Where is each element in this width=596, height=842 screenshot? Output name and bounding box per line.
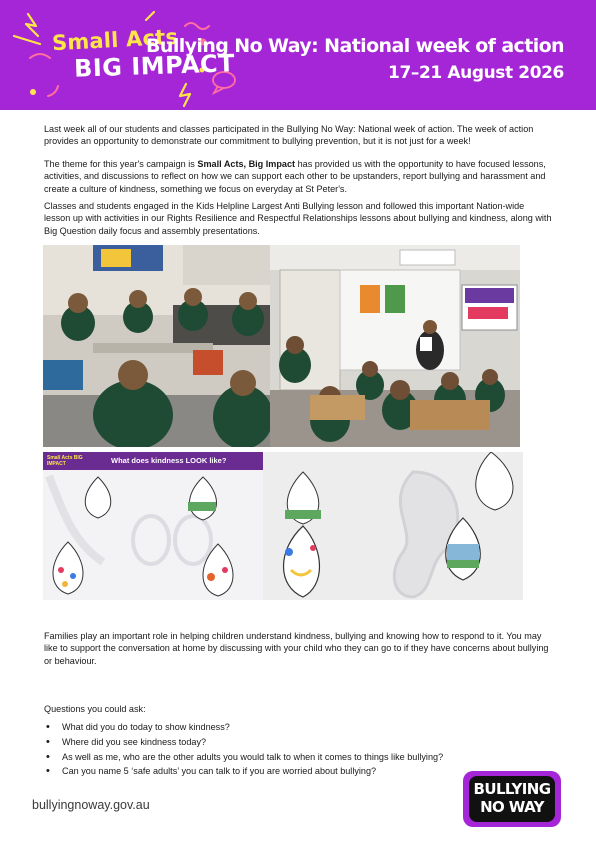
intro-paragraph-1: Last week all of our students and classes participated in the Bullying No Way: National week of action. The week of action provides an opportunity to demonstrate our commitment to bullying prevention, but it is not just for a week! xyxy=(44,124,534,147)
photo-kindness-worksheet xyxy=(43,452,263,600)
logo-big-impact: BIG IMPACT xyxy=(73,49,236,83)
header-banner xyxy=(0,0,596,110)
intro-paragraph-3: Classes and students engaged in the Kids Helpline Largest Anti Bullying lesson and followed this important Nation-wide lesson up with activities in our Rights Resilience and Respectful Relationships lessons about bullying and kindness, along with Big Question daily focus and assembly presentations. xyxy=(44,201,552,236)
logo-line-2: NO WAY xyxy=(480,798,544,816)
photo-classroom-students xyxy=(43,245,270,447)
bullying-no-way-logo xyxy=(463,771,561,827)
logo-badge-inner xyxy=(469,776,555,822)
list-item: • What did you do today to show kindness? xyxy=(44,721,564,733)
intro-p2-text: The theme for this year's campaign is xyxy=(44,159,198,169)
list-item: • Where did you see kindness today? xyxy=(44,736,564,748)
banner-title: Bullying No Way: National week of action xyxy=(146,35,564,57)
logo-line-1: BULLYING xyxy=(473,780,551,798)
footer-url[interactable]: bullyingnoway.gov.au xyxy=(32,798,150,812)
questions-label: Questions you could ask: xyxy=(44,704,146,714)
list-item: • As well as me, who are the other adults you would talk to when it comes to things like bullying? xyxy=(44,751,564,763)
banner-date: 17–21 August 2026 xyxy=(388,63,564,83)
photo-lesson-presentation xyxy=(270,245,520,447)
worksheet-banner-title: What does kindness LOOK like? xyxy=(111,456,227,465)
logo-small-acts: Small Acts xyxy=(51,24,179,56)
theme-highlight: Small Acts, Big Impact xyxy=(197,159,296,169)
intro-paragraph-2 xyxy=(44,158,552,195)
photo-kindness-drawings xyxy=(263,452,523,600)
worksheet-logo: Small Acts BIG IMPACT xyxy=(47,455,83,467)
list-item: • Can you name 5 ‘safe adults’ you can talk to if you are worried about bullying? xyxy=(44,765,564,777)
intro-p2-text-rest: has provided us with the opportunity to have focused lessons, activities, and discussions to reflect on how we can support each other to be upstanders, report bullying and harassment and create a culture of kindness, something we focus on everyday at St Peter's. xyxy=(44,159,546,194)
families-paragraph: Families play an important role in helping children understand kindness, bullying and knowing how to respond to it. You may like to support the conversation at home by discussing with your child who they can go to if they have concerns about bullying or behaviour. xyxy=(44,631,549,666)
